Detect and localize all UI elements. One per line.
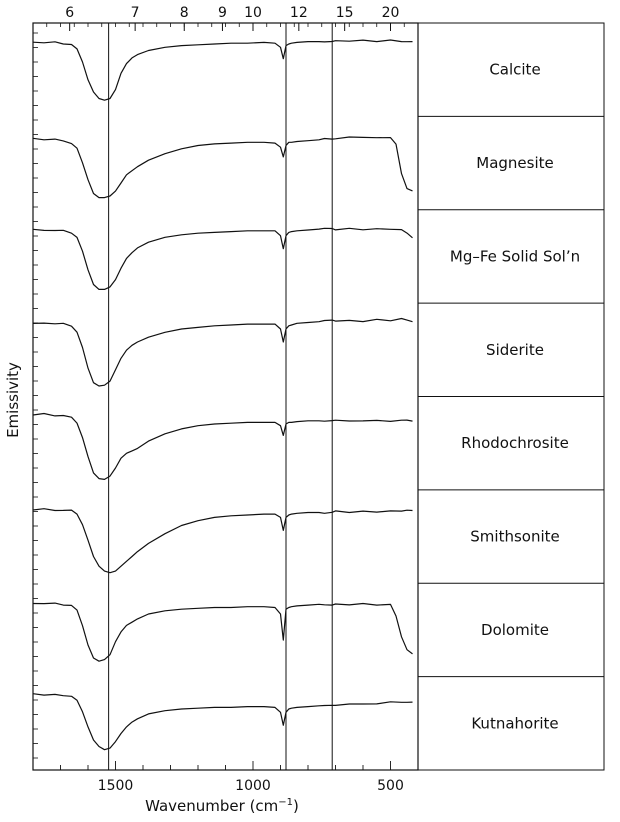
spectrum-line [33, 694, 413, 750]
bottom-axis-ticks [33, 761, 418, 794]
spectrum-line [33, 414, 413, 480]
x-axis-label-main: Wavenumber (cm [145, 797, 279, 815]
x-tick-label: 1000 [235, 778, 271, 794]
legend-label: Dolomite [481, 620, 549, 639]
top-tick-label: 9 [217, 5, 227, 21]
mineral-legend-panel [418, 23, 604, 770]
x-axis-label-exponent: −1 [278, 797, 294, 808]
x-axis-label [145, 797, 299, 815]
legend-label: Kutnahorite [471, 714, 559, 733]
top-tick-label: 15 [335, 5, 354, 21]
spectra-plot [33, 40, 413, 750]
spectrum-line [33, 603, 413, 661]
legend-label: Siderite [486, 340, 544, 359]
legend-label: Magnesite [476, 154, 554, 173]
legend-label: Rhodochrosite [461, 434, 569, 453]
x-axis-label-close: ) [293, 797, 299, 815]
top-tick-label: 10 [244, 5, 262, 21]
legend-label: Smithsonite [470, 527, 560, 546]
x-tick-label: 1500 [97, 778, 134, 794]
spectrum-line [33, 509, 413, 573]
spectrum-line [33, 319, 413, 387]
top-tick-label: 8 [179, 5, 189, 21]
spectrum-line [33, 40, 413, 100]
legend-label: Mg–Fe Solid Sol’n [449, 247, 581, 266]
spectrum-line [33, 228, 413, 289]
top-tick-label: 7 [130, 5, 140, 21]
spectrum-line [33, 137, 413, 198]
plot-frame [33, 23, 418, 770]
top-axis-ticks [33, 5, 418, 31]
plot-border [33, 23, 418, 770]
top-tick-label: 6 [65, 5, 75, 21]
top-tick-label: 20 [381, 5, 400, 21]
legend-label: Calcite [489, 60, 541, 79]
y-axis-label: Emissivity [4, 362, 22, 438]
x-tick-label: 500 [377, 778, 404, 794]
top-tick-label: 12 [289, 5, 308, 21]
